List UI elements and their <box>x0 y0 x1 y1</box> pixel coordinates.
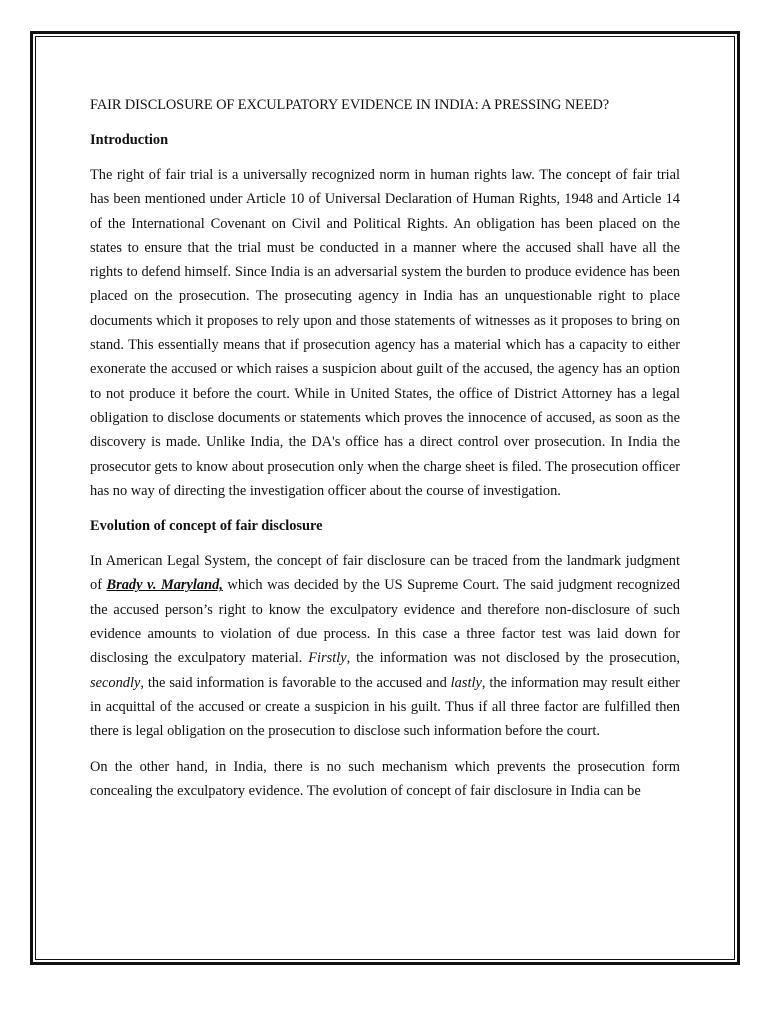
introduction-paragraph: The right of fair trial is a universally recognized norm in human rights law. The concept of fair trial has been mentioned under Article 10 of Universal Declaration of Human Rights, 1948 and Article 14 of the International Covenant on Civil and Political Rights. An obligation has been placed on the states to ensure that the trial must be conducted in a manner where the accused shall have all the rights to defend himself. Since India is an adversarial system the burden to produce evidence has been placed on the prosecution. The prosecuting agency in India has an unquestionable right to place documents which it proposes to rely upon and those statements of witnesses as it proposes to bring on stand. This essentially means that if prosecution agency has a material which has a capacity to either exonerate the accused or which raises a suspicion about guilt of the accused, the agency has an option to not produce it before the court. While in United States, the office of District Attorney has a legal obligation to disclose documents or statements which proves the innocence of accused, as soon as the discovery is made. Unlike India, the DA's office has a direct control over prosecution. In India the prosecutor gets to know about prosecution only when the charge sheet is filed. The prosecution officer has no way of directing the investigation officer about the course of investigation. <box>90 167 680 499</box>
evolution-paragraph-1 <box>90 549 680 743</box>
text-run: , the information was not disclosed by the prosecution, <box>346 650 680 667</box>
text-run: , the information may result either in acquittal of the accused or create a suspicion in his guilt. Thus if all three factor are fulfilled then there is legal obligation on the prosecution to disclose such information before the court. <box>90 674 680 740</box>
text-run: which was decided by the US Supreme Court. The said judgment recognized the accused person’s right to know the exculpatory evidence and therefore non-disclosure of such evidence amounts to violation of due process. In this case a three factor test was laid down for disclosing the exculpatory material. <box>90 577 680 667</box>
emphasis-firstly: Firstly <box>308 650 347 667</box>
text-run: , the said information is favorable to the accused and <box>140 674 451 691</box>
emphasis-secondly: secondly <box>90 674 141 691</box>
document-body <box>90 93 680 814</box>
document-title: FAIR DISCLOSURE OF EXCULPATORY EVIDENCE IN INDIA: A PRESSING NEED? <box>90 97 610 113</box>
section-heading-evolution: Evolution of concept of fair disclosure <box>90 518 323 535</box>
evolution-paragraph-2: On the other hand, in India, there is no such mechanism which prevents the prosecution form concealing the exculpatory evidence. The evolution of concept of fair disclosure in India can be <box>90 758 680 799</box>
text-run: In American Legal System, the concept of fair disclosure can be traced from the landmark judgment of <box>90 553 680 594</box>
emphasis-lastly: lastly <box>450 674 482 691</box>
case-citation: Brady v. Maryland, <box>106 577 223 594</box>
section-heading-introduction: Introduction <box>90 132 169 148</box>
